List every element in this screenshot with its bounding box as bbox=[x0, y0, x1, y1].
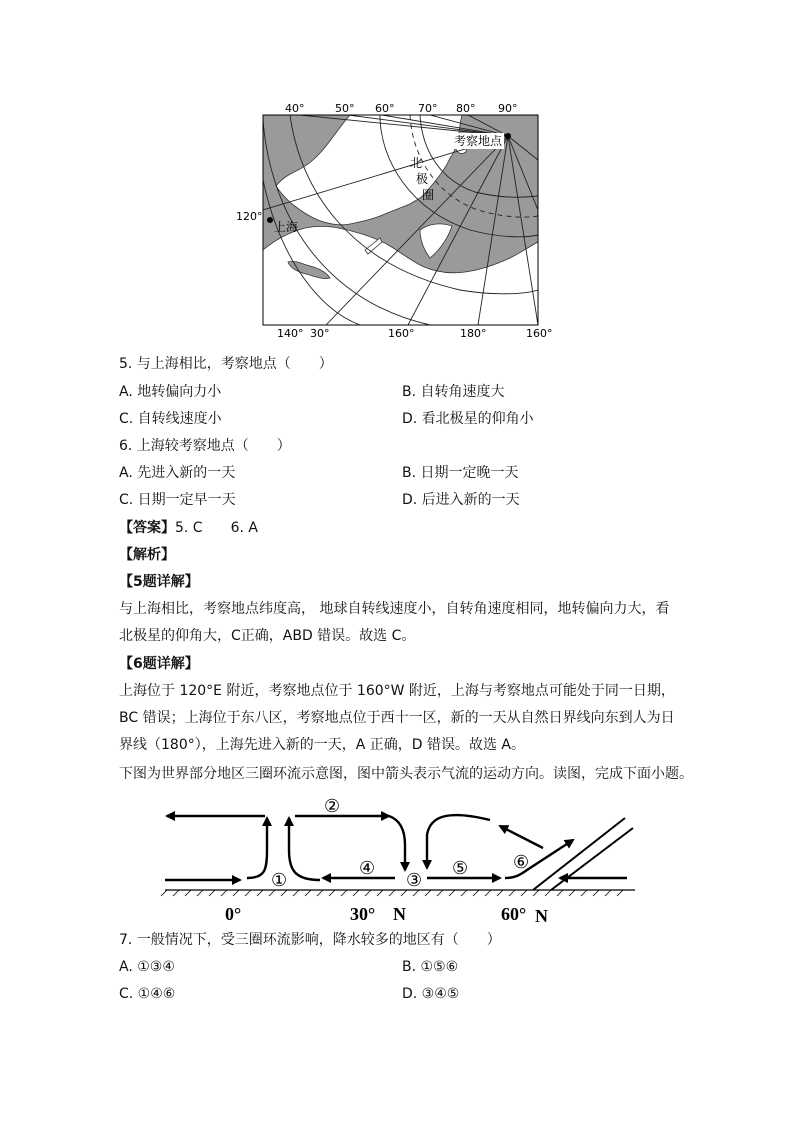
axis-60: 60° bbox=[501, 904, 527, 924]
q6-option-b: B. 日期一定晚一天 bbox=[402, 465, 519, 481]
polar-map-figure bbox=[230, 100, 560, 345]
q5-stem: 5. 与上海相比，考察地点（ ） bbox=[119, 356, 333, 372]
label-5: ⑤ bbox=[452, 858, 469, 878]
arrow-6 bbox=[500, 826, 543, 848]
axis-n-1: N bbox=[393, 904, 406, 924]
lon-label-60: 60° bbox=[375, 102, 395, 115]
q7-option-a: A. ①③④ bbox=[119, 959, 175, 975]
q5-option-b: B. 自转角速度大 bbox=[402, 384, 505, 400]
lon-label-140: 140° bbox=[277, 327, 304, 340]
arctic-circle-char-2: 极 bbox=[416, 172, 429, 186]
lon-label-70: 70° bbox=[418, 102, 438, 115]
answer-line bbox=[119, 518, 258, 538]
lon-label-160: 160° bbox=[388, 327, 415, 340]
lon-label-120: 120° bbox=[236, 210, 263, 223]
front-line-2 bbox=[551, 828, 633, 890]
shanghai-label: 上海 bbox=[274, 220, 299, 234]
lon-label-30: 30° bbox=[310, 327, 330, 340]
axis-0: 0° bbox=[225, 904, 242, 924]
sinking-arrow-left bbox=[389, 816, 405, 870]
q6-detail-title: 【6题详解】 bbox=[119, 656, 199, 672]
site-marker-icon bbox=[505, 133, 511, 139]
label-2: ② bbox=[324, 796, 341, 816]
q5-option-a: A. 地转偏向力小 bbox=[119, 384, 222, 400]
q6-option-a: A. 先进入新的一天 bbox=[119, 465, 236, 481]
q5-detail-title: 【5题详解】 bbox=[119, 574, 199, 590]
q5-option-c: C. 自转线速度小 bbox=[119, 411, 222, 427]
lon-label-80: 80° bbox=[456, 102, 476, 115]
q7-stem: 7. 一般情况下，受三圈环流影响，降水较多的地区有（ ） bbox=[119, 932, 501, 948]
circulation-figure bbox=[155, 790, 645, 930]
arctic-circle-char-1: 北 bbox=[410, 156, 423, 170]
label-3: ③ bbox=[406, 870, 423, 890]
q7-option-b: B. ①⑤⑥ bbox=[402, 959, 459, 975]
lon-label-50: 50° bbox=[335, 102, 355, 115]
axis-n-2: N bbox=[535, 906, 548, 926]
ground-hatch bbox=[161, 890, 623, 896]
lon-label-40: 40° bbox=[285, 102, 305, 115]
rising-arrow-left bbox=[247, 818, 267, 878]
lon-label-180: 180° bbox=[460, 327, 487, 340]
rising-arrow-right bbox=[289, 818, 320, 880]
axis-30: 30° bbox=[350, 904, 376, 924]
answer-label: 【答案】 bbox=[119, 520, 175, 536]
intro-text: 下图为世界部分地区三圈环流示意图，图中箭头表示气流的运动方向。读图，完成下面小题。 bbox=[119, 766, 693, 782]
q6-option-c: C. 日期一定早一天 bbox=[119, 492, 236, 508]
label-6: ⑥ bbox=[513, 852, 530, 872]
q7-option-d: D. ③④⑤ bbox=[402, 986, 460, 1002]
label-1: ① bbox=[271, 870, 288, 890]
q6-option-d: D. 后进入新的一天 bbox=[402, 492, 520, 508]
q6-detail-text: 上海位于 120°E 附近，考察地点位于 160°W 附近，上海与考察地点可能处于同一日期，BC 错误；上海位于东八区，考察地点位于西十一区，新的一天从自然日界线向东到人为日界线（180°），上海先进入新的一天，A 正确，D 错误。故选 A。 bbox=[119, 683, 675, 753]
lon-label-160-east: 160° bbox=[526, 327, 553, 340]
shanghai-marker-icon bbox=[267, 217, 273, 223]
front-line-1 bbox=[533, 818, 625, 890]
answer-values: 5. C 6. A bbox=[175, 520, 258, 536]
q5-option-d: D. 看北极星的仰角小 bbox=[402, 411, 534, 427]
lon-label-90: 90° bbox=[498, 102, 518, 115]
q6-stem: 6. 上海较考察地点（ ） bbox=[119, 438, 291, 454]
label-4: ④ bbox=[359, 858, 376, 878]
site-label: 考察地点 bbox=[454, 134, 503, 148]
q5-detail-text: 与上海相比，考察地点纬度高， 地球自转线速度小，自转角速度相同，地转偏向力大，看北极星的仰角大，C正确，ABD 错误。故选 C。 bbox=[119, 601, 670, 644]
analysis-label: 【解析】 bbox=[119, 547, 175, 563]
arctic-circle-char-3: 圈 bbox=[422, 188, 435, 202]
q7-option-c: C. ①④⑥ bbox=[119, 986, 176, 1002]
